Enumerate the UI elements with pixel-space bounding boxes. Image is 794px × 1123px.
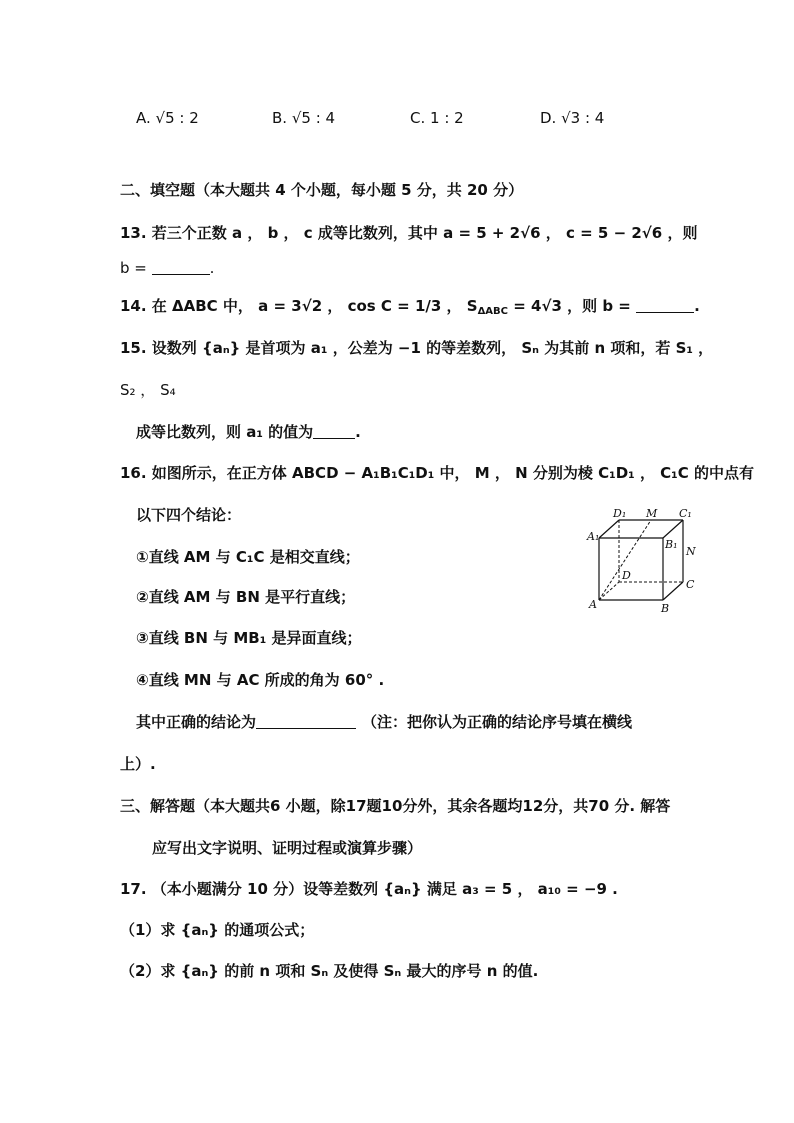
option-a: A. √5 : 2 (136, 109, 199, 127)
question-16-answer-prefix: 其中正确的结论为 (136, 713, 257, 731)
section-2-heading: 二、填空题（本大题共 4 个小题，每小题 5 分，共 20 分） (120, 181, 524, 199)
label-n: N (686, 545, 696, 558)
label-m: M (646, 508, 658, 520)
question-14-tail: = 4√3 ，则 b = (508, 297, 637, 315)
question-16-line-2: 以下四个结论： (136, 506, 242, 524)
label-d: D (622, 569, 631, 582)
edge-b1-c1 (663, 520, 683, 538)
question-16-answer-line (136, 712, 632, 732)
segment-a-m-hidden (599, 520, 651, 600)
label-c1: C₁ (679, 508, 692, 520)
label-a: A (589, 598, 597, 611)
question-14-answer-blank[interactable] (636, 298, 694, 313)
question-15-answer-blank[interactable] (313, 424, 355, 439)
section-3-heading-line-1: 三、解答题（本大题共6 小题，除17题10分外，其余各题均12分，共70 分. 解答 (120, 797, 671, 815)
label-c: C (686, 578, 695, 591)
question-15-line-1: 15. 设数列 {aₙ} 是首项为 a₁ ，公差为 −1 的等差数列， Sₙ 为其前 n 项和，若 S₁ ， (120, 339, 714, 357)
question-16-answer-tail: 上）. (120, 755, 156, 773)
question-15-line-3: 成等比数列，则 a₁ 的值为 . (136, 423, 361, 441)
edge-a-d-hidden (599, 582, 619, 600)
question-16-conclusion-3: ③直线 BN 与 MB₁ 是异面直线； (136, 629, 362, 647)
label-d1: D₁ (613, 508, 627, 520)
label-b1: B₁ (665, 538, 678, 551)
question-15-answer-prefix: 成等比数列，则 a₁ 的值为 (136, 423, 314, 441)
question-13-line-1: 13. 若三个正数 a ， b ， c 成等比数列，其中 a = 5 + 2√6 ， c = 5 − 2√6 ，则 (120, 224, 698, 242)
question-15-line-2: S₂ ， S₄ (120, 381, 176, 399)
label-b: B (661, 602, 670, 615)
question-14-text: 14. 在 ΔABC 中， a = 3√2 ， cos C = 1/3 ， S (120, 297, 478, 315)
question-17-part-1: （1）求 {aₙ} 的通项公式； (120, 921, 315, 939)
question-14: 14. 在 ΔABC 中， a = 3√2 ， cos C = 1/3 ， $S_{\Delta ABC} = 4√3$ ，则 b = . (120, 297, 700, 317)
section-3-heading-line-2: 应写出文字说明、证明过程或演算步骤） (152, 839, 423, 857)
question-16-conclusion-1: ①直线 AM 与 C₁C 是相交直线； (136, 548, 360, 566)
question-13-answer-blank[interactable] (152, 260, 210, 275)
question-16-line-1: 16. 如图所示，在正方体 ABCD − A₁B₁C₁D₁ 中， M ， N 分别为棱 C₁D₁ ， C₁C 的中点有 (120, 464, 754, 482)
option-d: D. √3 : 4 (540, 109, 605, 127)
question-16-answer-blank[interactable] (256, 714, 356, 729)
question-17-stem: 17. （本小题满分 10 分）设等差数列 {aₙ} 满足 a₃ = 5 ， a₁₀ = −9 . (120, 880, 618, 898)
question-16-conclusion-4: ④直线 MN 与 AC 所成的角为 60° . (136, 671, 385, 689)
question-13-line-2: b = . (120, 259, 215, 277)
option-b: B. √5 : 4 (272, 109, 336, 127)
edge-b-c (663, 582, 683, 600)
question-14-subscript: ΔABC (477, 306, 509, 317)
question-13-answer-prefix: b = (120, 259, 152, 277)
edge-a1-d1 (599, 520, 619, 538)
question-17-part-2: （2）求 {aₙ} 的前 n 项和 Sₙ 及使得 Sₙ 最大的序号 n 的值. (120, 962, 539, 980)
question-16-conclusion-2: ②直线 AM 与 BN 是平行直线； (136, 588, 356, 606)
cube-figure (585, 508, 705, 616)
label-a1: A₁ (587, 530, 600, 543)
option-c: C. 1 : 2 (410, 109, 464, 127)
question-16-answer-note: （注：把你认为正确的结论序号填在横线 (362, 713, 633, 731)
